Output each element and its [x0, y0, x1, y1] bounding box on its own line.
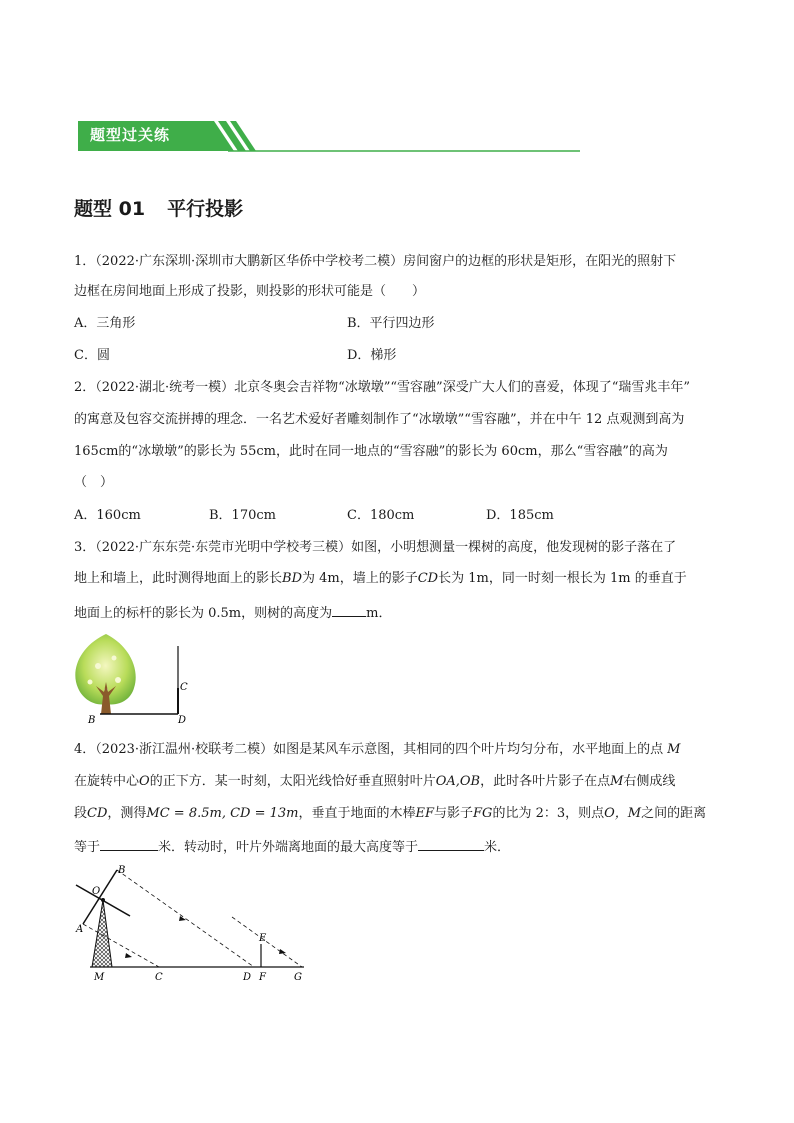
var-cd: CD	[417, 571, 439, 586]
q2-option-b: B．170cm	[209, 508, 276, 523]
tower	[92, 900, 112, 967]
svg-text:F: F	[259, 972, 266, 983]
var-cd: CD	[87, 806, 108, 821]
q2-line4: （ ）	[74, 475, 114, 490]
q3-line3: 地面上的标杆的影长为 0.5m，则树的高度为 m．	[74, 602, 391, 623]
svg-text:G: G	[294, 972, 302, 983]
tree-figure	[70, 630, 200, 726]
svg-text:E: E	[259, 933, 267, 944]
svg-text:A: A	[76, 924, 84, 935]
q4-line3: 段CD，测得MC = 8.5m, CD = 13m，垂直于地面的木棒EF与影子FG的比为 2：3，则点O，M之间的距离	[74, 806, 707, 821]
svg-text:O: O	[92, 886, 101, 897]
tree-icon	[75, 634, 135, 714]
equation-mc-cd: MC = 8.5m, CD = 13m	[146, 806, 299, 821]
q1-option-b: B．平行四边形	[347, 316, 435, 331]
var-ef: EF	[415, 806, 435, 821]
q2-option-c: C．180cm	[347, 508, 415, 523]
label-d: D	[178, 715, 187, 726]
section-code: 题型 01	[74, 198, 146, 220]
q1-option-a: A．三角形	[74, 316, 136, 331]
svg-text:B: B	[118, 865, 126, 876]
q4-line4: 等于 米．转动时，叶片外端离地面的最大高度等于 米．	[74, 836, 510, 857]
q1-line2: 边框在房间地面上形成了投影，则投影的形状可能是（ ）	[74, 284, 426, 299]
q4-line2: 在旋转中心O的正下方．某一时刻，太阳光线恰好垂直照射叶片OA,OB，此时各叶片影子在点M右侧成线	[74, 774, 676, 789]
var-fg: FG	[473, 806, 493, 821]
svg-text:C: C	[155, 972, 163, 983]
label-b: B	[88, 715, 96, 726]
svg-text:D: D	[243, 972, 252, 983]
q4-line1: 4．（2023·浙江温州·校联考二模）如图是某风车示意图，其相同的四个叶片均匀分布，水平地面上的点 M	[74, 742, 681, 757]
section-title	[74, 194, 243, 221]
var-o: O	[139, 774, 150, 789]
answer-blank-1[interactable]	[100, 836, 158, 851]
var-oaob: OA,OB	[435, 774, 481, 789]
label-c: C	[180, 682, 188, 693]
q2-line2: 的寓意及包容交流拼搏的理念．一名艺术爱好者雕刻制作了“冰墩墩”“雪容融”，并在中午 12 点观测到高为	[74, 412, 685, 427]
var-m: M	[667, 742, 681, 757]
section-name: 平行投影	[167, 198, 244, 220]
q1-option-c: C．圆	[74, 348, 110, 363]
answer-blank[interactable]	[332, 602, 366, 617]
answer-blank-2[interactable]	[418, 836, 484, 851]
banner-label: 题型过关练	[90, 126, 171, 144]
var-bd: BD	[282, 571, 302, 586]
q1-option-d: D．梯形	[347, 348, 397, 363]
q3-line2: 地上和墙上，此时测得地面上的影长BD为 4m，墙上的影子CD长为 1m，同一时刻一根长为 1m 的垂直于	[74, 571, 687, 586]
q2-option-a: A．160cm	[74, 508, 141, 523]
q2-line3: 165cm的“冰墩墩”的影长为 55cm，此时在同一地点的“雪容融”的影长为 60cm，那么“雪容融”的高为	[74, 444, 668, 459]
q1-line1: 1．（2022·广东深圳·深圳市大鹏新区华侨中学校考二模）房间窗户的边框的形状是矩形，在阳光的照射下	[74, 254, 677, 269]
windmill-figure	[72, 862, 312, 984]
svg-text:M: M	[94, 972, 105, 983]
q2-line1: 2．（2022·湖北·统考一模）北京冬奥会吉祥物“冰墩墩”“雪容融”深受广大人们的喜爱，体现了“瑞雪兆丰年”	[74, 380, 690, 395]
q3-line1: 3．（2022·广东东莞·东莞市光明中学校考三模）如图，小明想测量一棵树的高度，他发现树的影子落在了	[74, 540, 677, 555]
q2-option-d: D．185cm	[486, 508, 554, 523]
